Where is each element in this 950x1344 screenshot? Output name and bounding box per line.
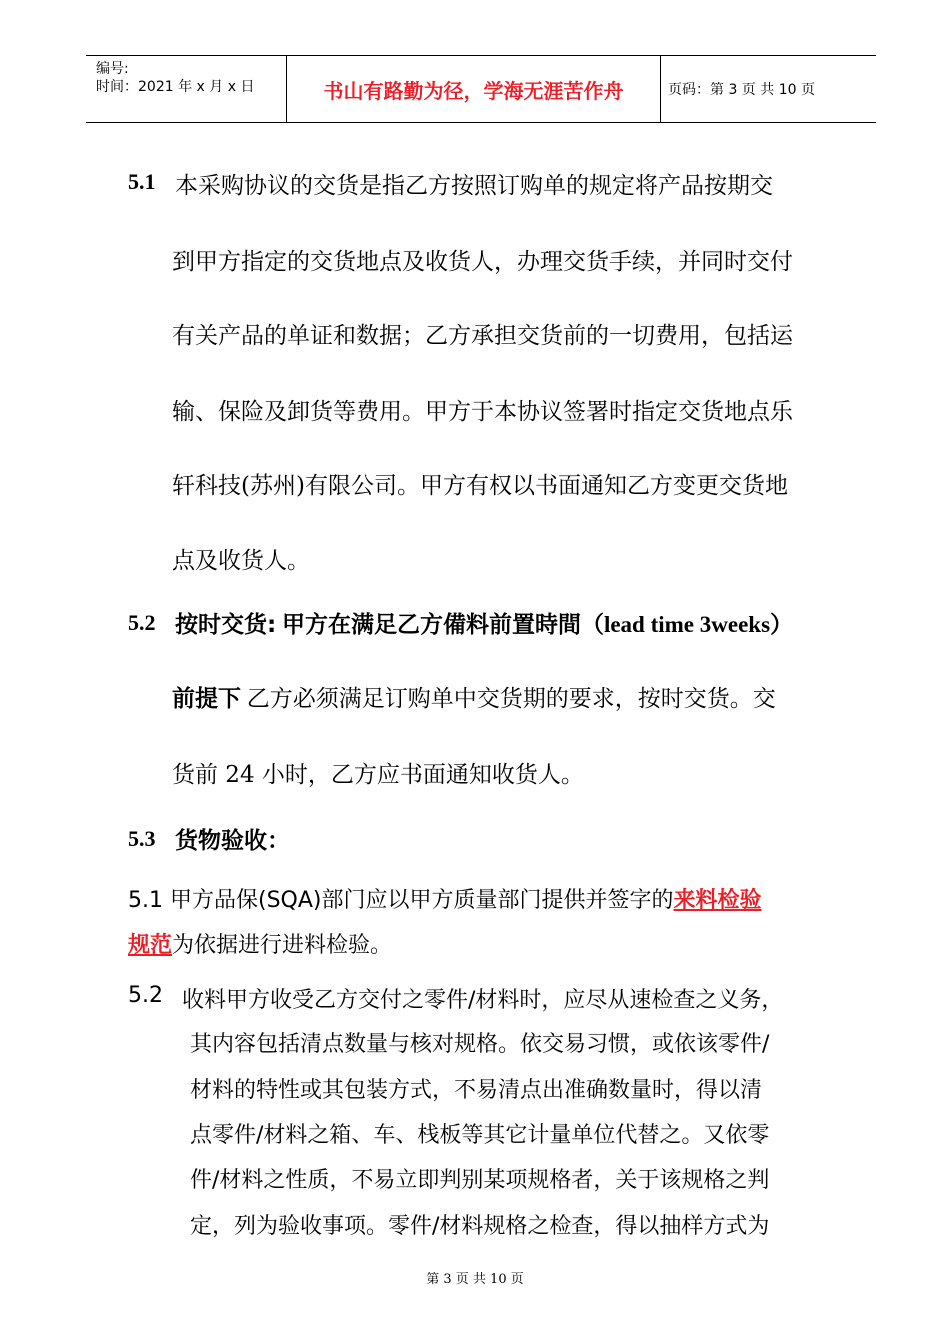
sub-5-1-number: 5.1	[128, 888, 163, 913]
section-5-2-line: 货前 24 小时，乙方应书面通知收货人。	[172, 762, 584, 788]
sub-5-2-line: 点零件/材料之箱、车、栈板等其它计量单位代替之。又依零	[190, 1123, 770, 1148]
section-5-1-line: 有关产品的单证和数据；乙方承担交货前的一切费用，包括运	[172, 323, 793, 349]
sub-5-2-line: 材料的特性或其包装方式，不易清点出准确数量时，得以清	[190, 1078, 763, 1103]
inspection-spec-link-cont[interactable]: 规范	[128, 933, 173, 958]
section-5-1-line: 到甲方指定的交货地点及收货人，办理交货手续，并同时交付	[172, 249, 793, 275]
section-5-2-close-paren: ）	[770, 611, 794, 638]
section-5-1-line: 输、保险及卸货等费用。甲方于本协议签署时指定交货地点乐	[172, 399, 793, 425]
section-5-2-bold-text: 甲方在满足乙方備料前置時間（	[281, 612, 604, 638]
section-5-2-line	[172, 680, 776, 713]
header-meta	[96, 56, 286, 126]
section-5-3-title: 货物验收：	[175, 828, 290, 854]
sub-5-2-line: 收料甲方收受乙方交付之零件/材料时，应尽从速检查之义务，	[182, 988, 784, 1013]
section-5-1-line: 轩科技(苏州)有限公司。甲方有权以书面通知乙方变更交货地	[172, 473, 788, 499]
page-header	[86, 55, 876, 123]
sub-5-1-line	[128, 883, 762, 914]
sub-5-2-line: 定，列为验收事项。零件/材料规格之检查，得以抽样方式为	[190, 1214, 770, 1239]
section-5-2-number: 5.2	[128, 610, 156, 635]
section-5-2-line2-bold: 前提下	[172, 686, 241, 712]
sub-5-2-number: 5.2	[128, 983, 163, 1008]
header-page-info: 页码：第 3 页 共 10 页	[668, 82, 815, 98]
sub-5-1-text-after: 为依据进行进料检验。	[172, 933, 393, 958]
header-motto: 书山有路勤为径，学海无涯苦作舟	[286, 56, 661, 122]
inspection-spec-link[interactable]: 来料检验	[673, 888, 762, 913]
sub-5-1-line	[128, 928, 392, 959]
number-label: 编号:	[96, 61, 129, 77]
section-5-2-lead-time: lead time 3weeks	[603, 612, 771, 637]
sub-5-1-text-before: 甲方品保(SQA)部门应以甲方质量部门提供并签字的	[170, 888, 674, 913]
sub-5-2-line: 件/材料之性质，不易立即判别某项规格者，关于该规格之判	[190, 1168, 770, 1193]
section-5-1-number: 5.1	[128, 169, 156, 194]
sub-5-2-line: 其内容包括清点数量与核对规格。依交易习惯，或依该零件/	[190, 1032, 770, 1057]
section-5-3-number: 5.3	[128, 826, 156, 851]
section-5-2-heading	[175, 606, 793, 639]
section-5-1-line: 点及收货人。	[172, 548, 310, 574]
section-5-1-line: 本采购协议的交货是指乙方按照订购单的规定将产品按期交	[175, 173, 773, 199]
page-footer: 第 3 页 共 10 页	[426, 1272, 524, 1287]
time-label: 时间：2021 年 x 月 x 日	[96, 79, 255, 95]
section-5-2-title: 按时交货:	[175, 612, 277, 638]
section-5-2-line2-rest: 乙方必须满足订购单中交货期的要求，按时交货。交	[246, 686, 776, 712]
